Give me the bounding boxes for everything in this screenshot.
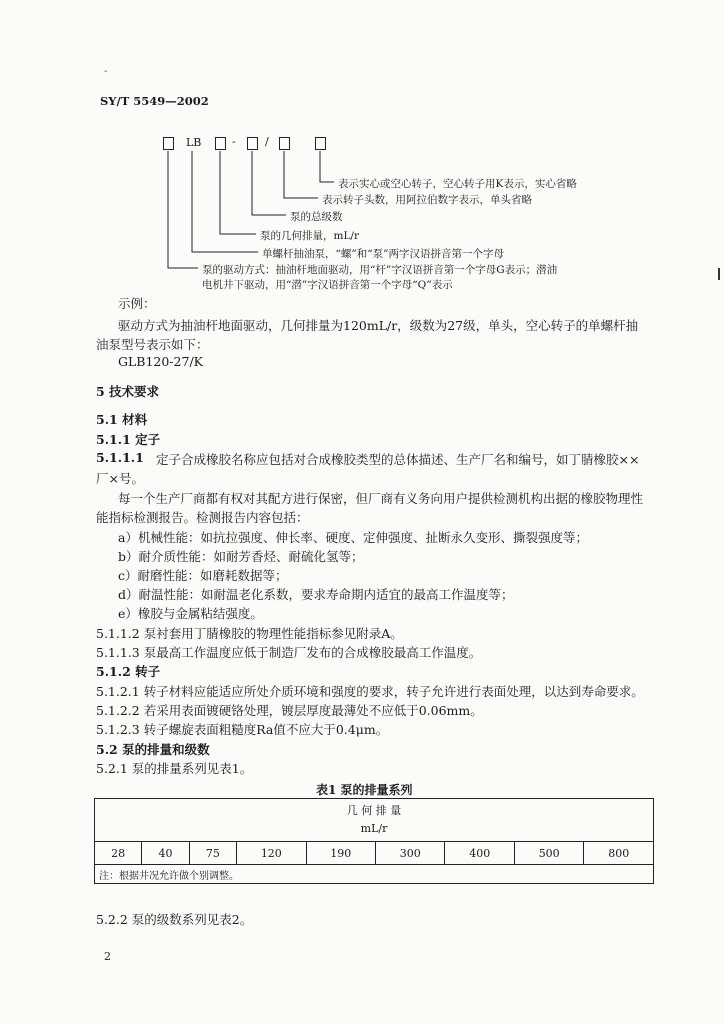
legend-displacement: 泵的几何排量，mL/r [260,230,359,242]
legend-rotor-type: 表示实心或空心转子，空心转子用K表示，实心省略 [338,178,577,190]
code-prefix: LB [186,136,202,149]
displacement-table [94,798,654,884]
legend-drive-mode-2: 电机井下驱动，用“潜”字汉语拼音第一个字母“Q”表示 [202,279,453,291]
list-item: c）耐磨性能：如磨耗数据等； [118,568,288,583]
table-note: 注：根据井况允许做个别调整。 [95,865,654,884]
code-dash: - [232,135,236,148]
section-5-1-1-3: 5.1.1.3 泵最高工作温度应低于制造厂发布的合成橡胶最高工作温度。 [96,645,482,660]
table-header-unit: mL/r [360,822,388,835]
example-code: GLB120-27/K [118,354,204,369]
section-5-1-1-1-number: 5.1.1.1 [96,450,144,465]
section-5-title: 5 技术要求 [96,384,160,399]
table-cell: 800 [584,842,654,865]
table-row [95,842,654,865]
section-5-1-2-2: 5.1.2.2 若采用表面镀硬铬处理，镀层厚度最薄处不应低于0.06mm。 [96,703,483,718]
list-item: a）机械性能：如抗拉强度、伸长率、硬度、定伸强度、扯断永久变形、撕裂强度等； [118,530,588,545]
table-cell: 400 [445,842,514,865]
scan-edge-mark [718,268,720,280]
section-5-1-2-1: 5.1.2.1 转子材料应能适应所处介质环境和强度的要求，转子允许进行表面处理，以达到寿命要求。 [96,684,644,699]
section-5-1: 5.1 材料 [96,412,148,427]
table-cell: 40 [142,842,189,865]
paragraph-confidentiality-2: 能指标检测报告。检测报告内容包括： [96,510,309,525]
list-item: b）耐介质性能：如耐芳香烃、耐硫化氢等； [118,549,364,564]
paragraph-confidentiality: 每一个生产厂商都有权对其配方进行保密，但厂商有义务向用户提供检测机构出据的橡胶物理性 [118,491,644,506]
example-text-1: 驱动方式为抽油杆地面驱动，几何排量为120mL/r，级数为27级，单头，空心转子的单螺杆抽 [118,318,639,333]
section-5-1-1-1-text-2: 厂×号。 [96,471,144,486]
section-5-2-2: 5.2.2 泵的级数系列见表2。 [96,912,253,927]
example-text-2: 油泵型号表示如下： [96,337,209,352]
section-5-1-1-2: 5.1.1.2 泵衬套用丁腈橡胶的物理性能指标参见附录A。 [96,626,403,641]
legend-rotor-heads: 表示转子头数，用阿拉伯数字表示，单头省略 [322,194,532,206]
list-item: e）橡胶与金属粘结强度。 [118,606,263,621]
table-header-label: 几 何 排 量 [346,804,402,817]
legend-total-stages: 泵的总级数 [290,211,343,223]
section-5-2-1: 5.2.1 泵的排量系列见表1。 [96,761,253,776]
section-5-1-1: 5.1.1 定子 [96,432,161,447]
table-header-row [95,799,654,842]
table-cell: 120 [237,842,306,865]
standard-number: SY/T 5549—2002 [100,94,209,108]
section-5-1-2: 5.1.2 转子 [96,664,161,679]
example-label: 示例： [118,296,156,311]
table-cell: 75 [189,842,236,865]
section-5-2: 5.2 泵的排量和级数 [96,742,210,757]
table-cell: 190 [306,842,375,865]
page-number: 2 [104,950,111,963]
scan-mark: - [104,66,108,77]
legend-drive-mode-1: 泵的驱动方式：抽油杆地面驱动，用“杆”字汉语拼音第一个字母G表示；潜油 [202,264,558,276]
code-slash: / [265,135,269,148]
table-note-row [95,865,654,884]
table-1-title: 表1 泵的排量系列 [316,783,413,797]
table-cell: 500 [514,842,583,865]
list-item: d）耐温性能：如耐温老化系数，要求寿命期内适宜的最高工作温度等； [118,587,514,602]
section-5-1-1-1-text: 定子合成橡胶名称应包括对合成橡胶类型的总体描述、生产厂名和编号，如丁腈橡胶×× [156,452,640,467]
table-cell: 300 [376,842,445,865]
legend-pump-type: 单螺杆抽油泵，“螺”和“泵”两字汉语拼音第一个字母 [262,248,504,260]
table-header-cell [95,799,654,842]
section-5-1-2-3: 5.1.2.3 转子螺旋表面粗糙度Ra值不应大于0.4μm。 [96,722,389,737]
table-cell: 28 [95,842,142,865]
